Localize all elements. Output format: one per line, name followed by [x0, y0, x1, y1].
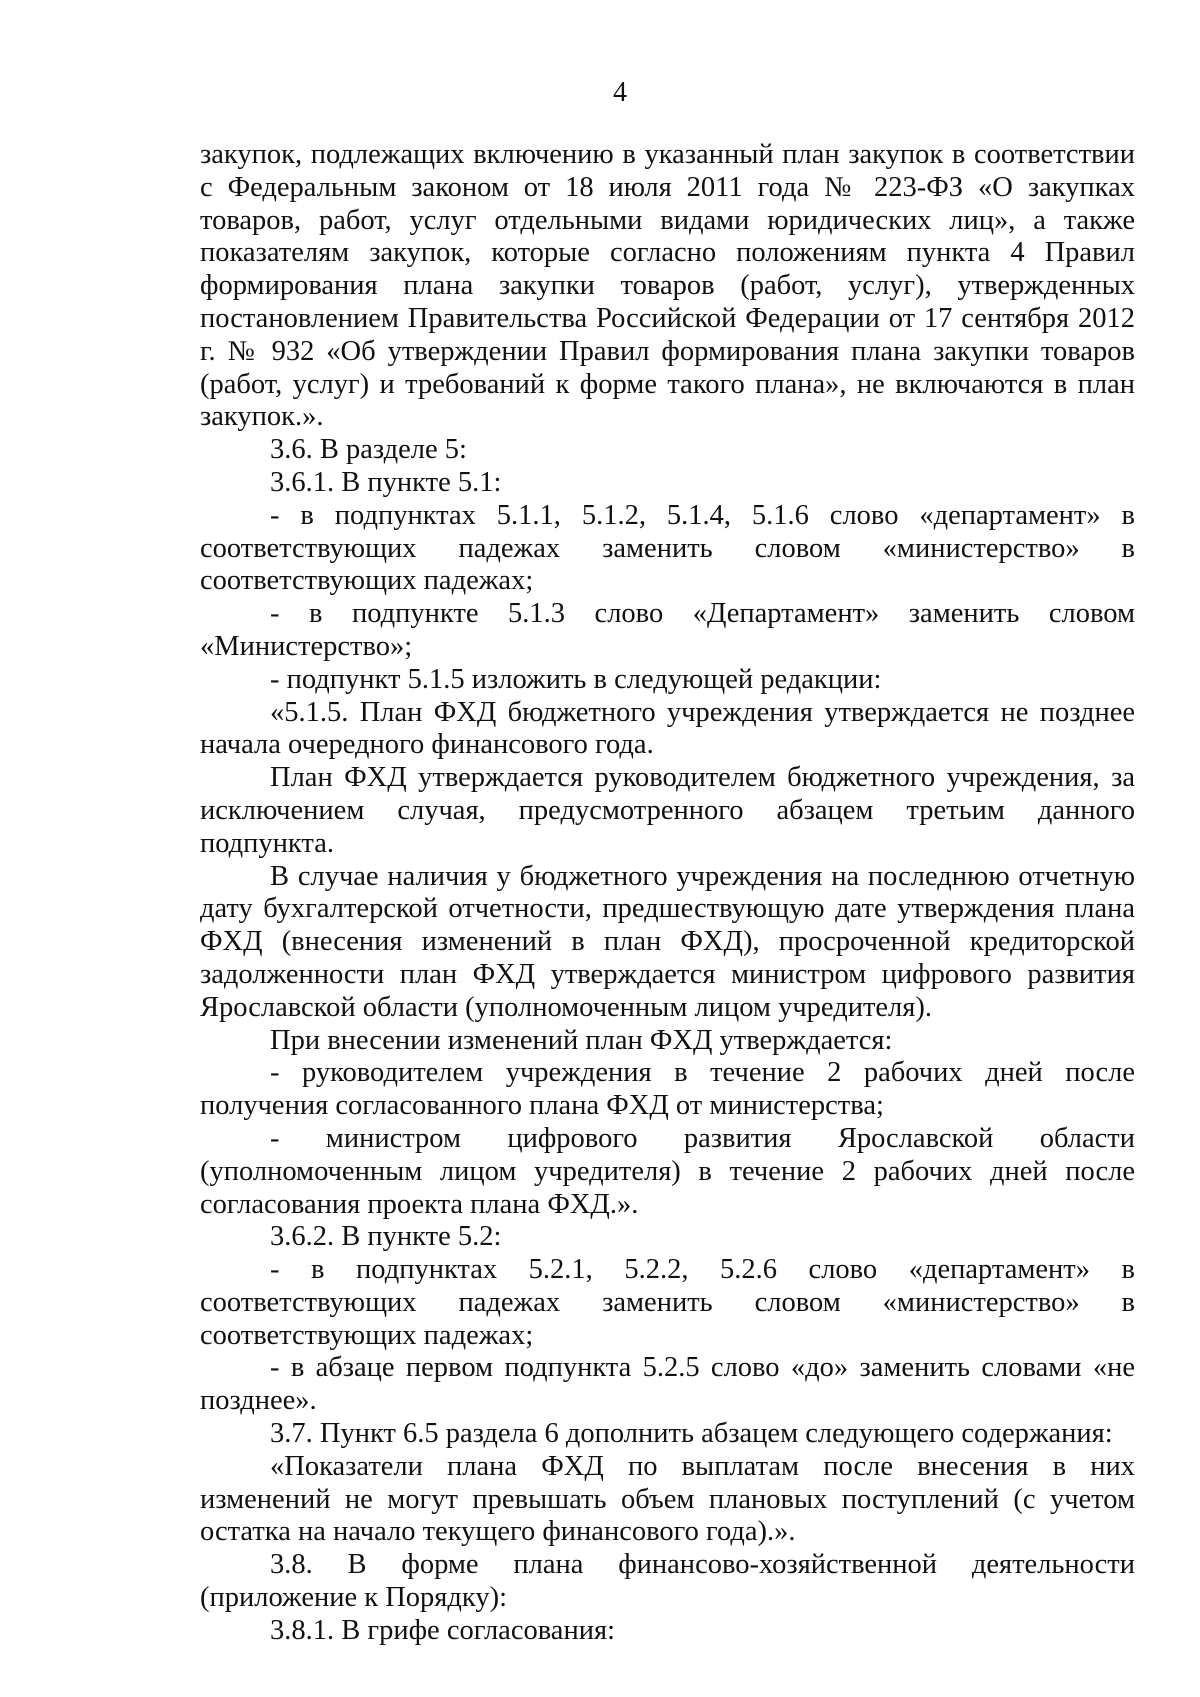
paragraph-quote-6-5: «Показатели плана ФХД по выплатам после внесения в них изменений не могут превышать объем плановых поступлений (с учетом остатка на начало текущего финансового года).».: [200, 1450, 1135, 1548]
paragraph-item-3-8-1: 3.8.1. В грифе согласования:: [270, 1614, 615, 1646]
paragraph-changes-minister: - министром цифрового развития Ярославской области (уполномоченным лицом учредителя) в течение 2 рабочих дней после согласования проекта плана ФХД.».: [200, 1122, 1135, 1220]
paragraph-continuation: закупок, подлежащих включению в указанный план закупок в соответствии с Федеральным законом от 18 июля 2011 года № 223-ФЗ «О закупках товаров, работ, услуг отдельными видами юридических лиц», а также показателям закупок, которые согласно положениям пункта 4 Правил формирования плана закупки товаров (работ, услуг), утвержденных постановлением Правительства Российской Федерации от 17 сентября 2012 г. № 932 «Об утверждении Правил формирования плана закупки товаров (работ, услуг) и требований к форме такого плана», не включаются в план закупок.».: [200, 139, 1135, 433]
page-number: 4: [613, 77, 627, 108]
paragraph-changes-head: - руководителем учреждения в течение 2 рабочих дней после получения согласованного плана ФХД от министерства;: [200, 1057, 1135, 1122]
paragraph-subitems-5-1: - в подпунктах 5.1.1, 5.1.2, 5.1.4, 5.1.6 слово «департамент» в соответствующих падежах заменить словом «министерство» в соответствующих падежах;: [200, 499, 1135, 597]
paragraph-subitem-5-2-5: - в абзаце первом подпункта 5.2.5 слово «до» заменить словами «не позднее».: [200, 1352, 1135, 1417]
paragraph-quote-5-1-5: «5.1.5. План ФХД бюджетного учреждения утверждается не позднее начала очередного финансового года.: [200, 696, 1135, 761]
paragraph-item-3-6-1: 3.6.1. В пункте 5.1:: [270, 466, 502, 498]
paragraph-overdue-debt: В случае наличия у бюджетного учреждения на последнюю отчетную дату бухгалтерской отчетности, предшествующую дате утверждения плана ФХД (внесения изменений в план ФХД), просроченной кредиторской задолженности план ФХД утверждается министром цифрового развития Ярославской области (уполномоченным лицом учредителя).: [200, 860, 1135, 1023]
paragraph-item-3-6-2: 3.6.2. В пункте 5.2:: [270, 1221, 502, 1253]
paragraph-subitems-5-2: - в подпунктах 5.2.1, 5.2.2, 5.2.6 слово «департамент» в соответствующих падежах заменить словом «министерство» в соответствующих падежах;: [200, 1254, 1135, 1351]
paragraph-section-3-8: 3.8. В форме плана финансово-хозяйственной деятельности (приложение к Порядку):: [200, 1549, 1135, 1614]
paragraph-section-3-7: 3.7. Пункт 6.5 раздела 6 дополнить абзацем следующего содержания:: [270, 1418, 1113, 1450]
paragraph-changes-intro: При внесении изменений план ФХД утверждается:: [270, 1024, 893, 1056]
paragraph-subitem-5-1-5: - подпункт 5.1.5 изложить в следующей редакции:: [270, 663, 882, 695]
paragraph-subitem-5-1-3: - в подпункте 5.1.3 слово «Департамент» заменить словом «Министерство»;: [200, 598, 1135, 662]
paragraph-plan-approval: План ФХД утверждается руководителем бюджетного учреждения, за исключением случая, предусмотренного абзацем третьим данного подпункта.: [200, 762, 1135, 859]
paragraph-section-3-6: 3.6. В разделе 5:: [270, 434, 467, 466]
document-body: [200, 139, 1135, 1648]
